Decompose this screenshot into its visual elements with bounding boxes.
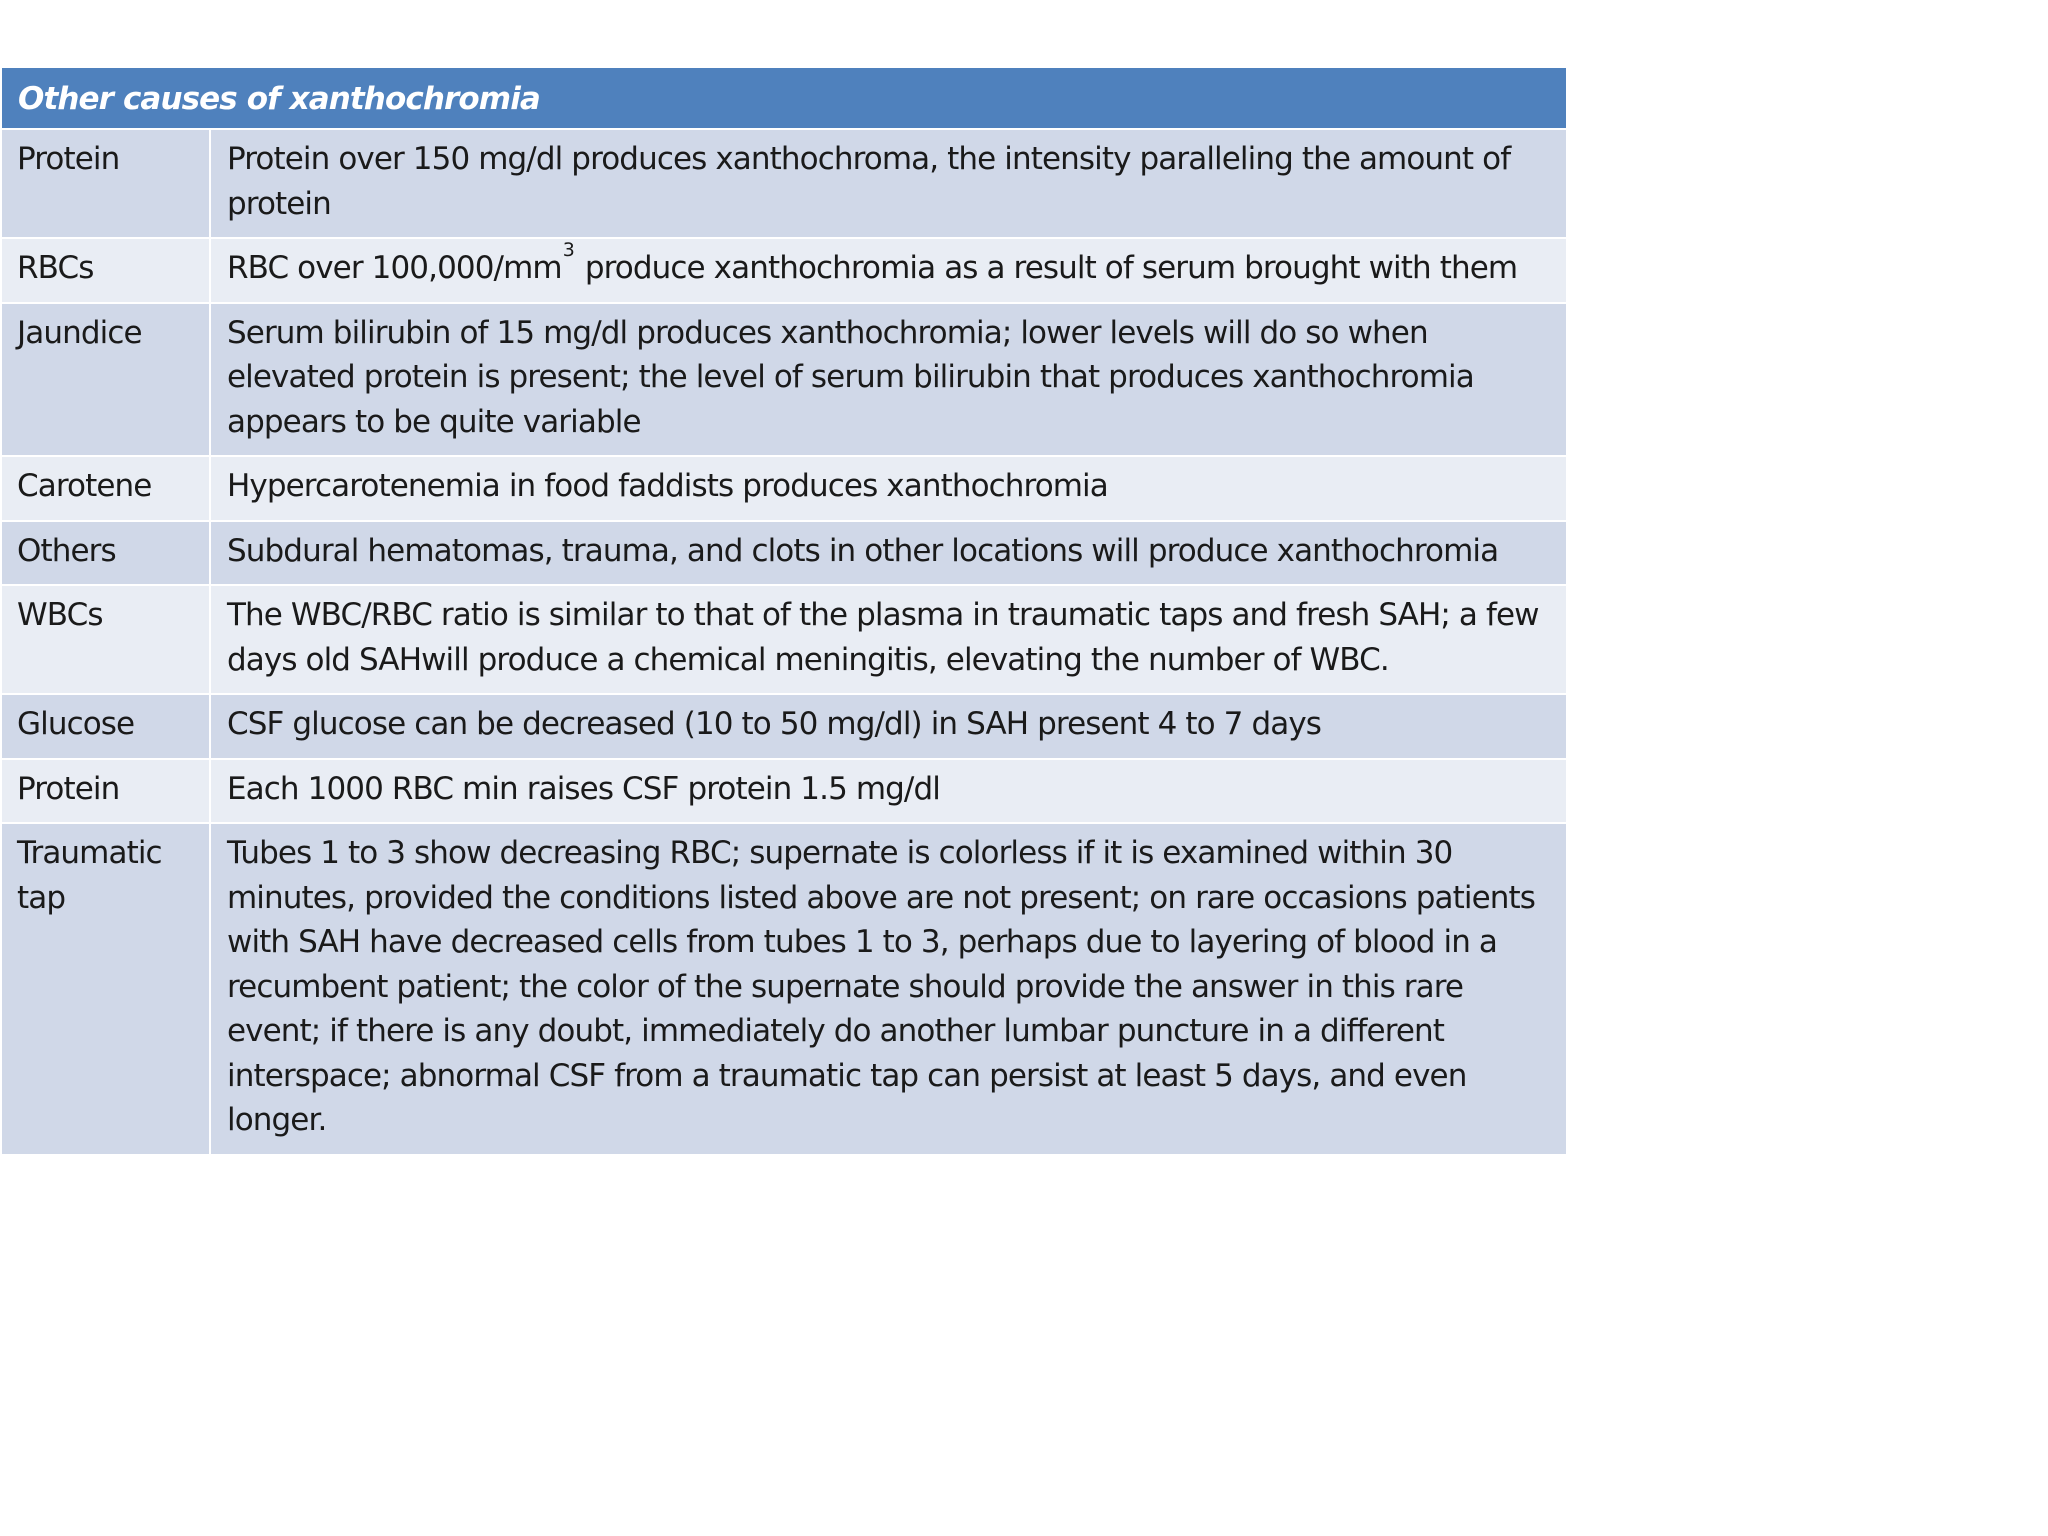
table-row: [1, 303, 1567, 457]
table-row: [1, 238, 1567, 303]
row-description: Hypercarotenemia in food faddists produces xanthochromia: [210, 456, 1567, 521]
row-label: Glucose: [1, 694, 210, 759]
row-label: WBCs: [1, 585, 210, 694]
cubic-superscript: 3: [562, 239, 574, 261]
table-header-row: [1, 67, 1567, 129]
row-label: Protein: [1, 759, 210, 824]
row-description: CSF glucose can be decreased (10 to 50 mg/dl) in SAH present 4 to 7 days: [210, 694, 1567, 759]
row-label: Jaundice: [1, 303, 210, 457]
xanthochromia-causes-table: [0, 66, 1568, 1156]
rbc-text-end: produce xanthochromia as a result of serum brought with them: [575, 250, 1518, 286]
table-row: [1, 456, 1567, 521]
row-description: The WBC/RBC ratio is similar to that of the plasma in traumatic taps and fresh SAH; a few days old SAHwill produce a chemical meningitis, elevating the number of WBC.: [210, 585, 1567, 694]
row-description: [210, 238, 1567, 303]
row-label: Traumatic tap: [1, 823, 210, 1155]
table-row: [1, 129, 1567, 238]
row-label: RBCs: [1, 238, 210, 303]
table-row: [1, 521, 1567, 586]
row-label: Carotene: [1, 456, 210, 521]
table-row: [1, 585, 1567, 694]
row-description: Tubes 1 to 3 show decreasing RBC; supernate is colorless if it is examined within 30 minutes, provided the conditions listed above are not present; on rare occasions patients with SAH have decreased cells from tubes 1 to 3, perhaps due to layering of blood in a recumbent patient; the color of the supernate should provide the answer in this rare event; if there is any doubt, immediately do another lumbar puncture in a different interspace; abnormal CSF from a traumatic tap can persist at least 5 days, and even longer.: [210, 823, 1567, 1155]
rbc-text-start: RBC over 100,000/mm: [227, 250, 562, 286]
table-row: [1, 823, 1567, 1155]
row-description: Protein over 150 mg/dl produces xanthochroma, the intensity paralleling the amount of protein: [210, 129, 1567, 238]
table-row: [1, 694, 1567, 759]
row-description: Each 1000 RBC min raises CSF protein 1.5 mg/dl: [210, 759, 1567, 824]
row-label: Protein: [1, 129, 210, 238]
row-description: Serum bilirubin of 15 mg/dl produces xanthochromia; lower levels will do so when elevated protein is present; the level of serum bilirubin that produces xanthochromia appears to be quite variable: [210, 303, 1567, 457]
table-title: Other causes of xanthochromia: [1, 67, 1567, 129]
row-label: Others: [1, 521, 210, 586]
table-row: [1, 759, 1567, 824]
row-description: Subdural hematomas, trauma, and clots in other locations will produce xanthochromia: [210, 521, 1567, 586]
